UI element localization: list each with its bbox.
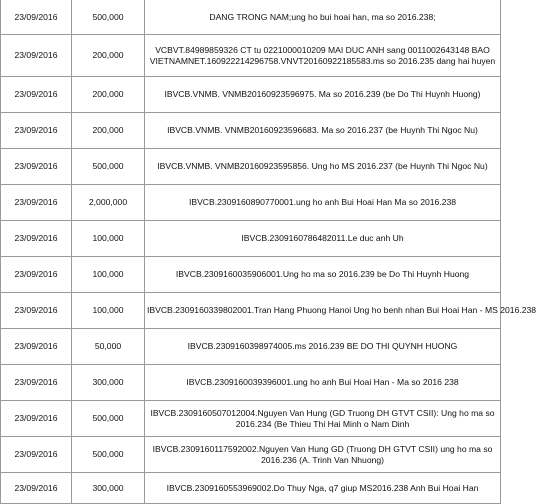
- table-row: [1, 293, 501, 329]
- transaction-amount: 100,000: [72, 221, 145, 257]
- transaction-amount: 200,000: [72, 113, 145, 149]
- table-row: [1, 221, 501, 257]
- transaction-description: IBVCB.2309160786482011.Le duc anh Uh: [145, 221, 501, 257]
- table-row: [1, 329, 501, 365]
- table-row: [1, 401, 501, 437]
- transaction-date: 23/09/2016: [1, 35, 72, 77]
- transaction-description: IBVCB.2309160553969002.Do Thuy Nga, q7 giup MS2016.238 Anh Bui Hoai Han: [145, 473, 501, 504]
- transaction-rows: [1, 0, 536, 504]
- table-row: [1, 113, 501, 149]
- transaction-date: 23/09/2016: [1, 473, 72, 504]
- transaction-amount: 500,000: [72, 437, 145, 473]
- table-row: [1, 35, 501, 77]
- transaction-date: 23/09/2016: [1, 293, 72, 329]
- transaction-amount: 50,000: [72, 329, 145, 365]
- table-row: [1, 365, 501, 401]
- transaction-description: IBVCB.2309160507012004.Nguyen Van Hung (GD Truong DH GTVT CSII): Ung ho ma so 2016.234 (Be Thieu Thi Hai Minh o Nam Dinh: [145, 401, 501, 437]
- table-row: [1, 473, 501, 504]
- transaction-date: 23/09/2016: [1, 185, 72, 221]
- transaction-amount: 500,000: [72, 401, 145, 437]
- table-row: [1, 77, 501, 113]
- transaction-date: 23/09/2016: [1, 113, 72, 149]
- transaction-amount: 2,000,000: [72, 185, 145, 221]
- transaction-description: IBVCB.VNMB. VNMB20160923596683. Ma so 2016.237 (be Huynh Thi Ngoc Nu): [145, 113, 501, 149]
- transaction-amount: 100,000: [72, 293, 145, 329]
- transaction-amount: 500,000: [72, 0, 145, 35]
- transaction-description: IBVCB.VNMB. VNMB20160923595856. Ung ho MS 2016.237 (be Huynh Thi Ngoc Nu): [145, 149, 501, 185]
- transaction-description: IBVCB.2309160398974005.ms 2016.239 BE DO THI QUYNH HUONG: [145, 329, 501, 365]
- table-row: [1, 437, 501, 473]
- transaction-date: 23/09/2016: [1, 437, 72, 473]
- transaction-description: IBVCB.2309160039396001.ung ho anh Bui Hoai Han - Ma so 2016 238: [145, 365, 501, 401]
- transaction-date: 23/09/2016: [1, 257, 72, 293]
- transaction-description: VCBVT.84989859326 CT tu 0221000010209 MAI DUC ANH sang 0011002643148 BAO VIETNAMNET.160922214296758.VNVT20160922185583.ms so 2016.235 dang hai huyen: [145, 35, 501, 77]
- transaction-description: IBVCB.2309160035906001.Ung ho ma so 2016.239 be Do Thi Huynh Huong: [145, 257, 501, 293]
- transaction-description: IBVCB.2309160339802001.Tran Hang Phuong Hanoi Ung ho benh nhan Bui Hoai Han - MS 2016.238: [145, 293, 501, 329]
- transaction-date: 23/09/2016: [1, 365, 72, 401]
- transaction-date: 23/09/2016: [1, 0, 72, 35]
- transaction-description: IBVCB.VNMB. VNMB20160923596975. Ma so 2016.239 (be Do Thi Huynh Huong): [145, 77, 501, 113]
- transaction-date: 23/09/2016: [1, 221, 72, 257]
- transaction-amount: 300,000: [72, 365, 145, 401]
- transaction-description: DANG TRONG NAM;ung ho bui hoai han, ma so 2016.238;: [145, 0, 501, 35]
- transaction-date: 23/09/2016: [1, 401, 72, 437]
- table-row: [1, 257, 501, 293]
- table-row: [1, 185, 501, 221]
- transaction-description: IBVCB.2309160117592002.Nguyen Van Hung GD (Truong DH GTVT CSII) ung ho ma so 2016.236 (A. Trinh Van Nhuong): [145, 437, 501, 473]
- transaction-amount: 200,000: [72, 77, 145, 113]
- transaction-amount: 100,000: [72, 257, 145, 293]
- transaction-amount: 300,000: [72, 473, 145, 504]
- transaction-description: IBVCB.2309160890770001.ung ho anh Bui Hoai Han Ma so 2016.238: [145, 185, 501, 221]
- transaction-amount: 500,000: [72, 149, 145, 185]
- transaction-amount: 200,000: [72, 35, 145, 77]
- table-row: [1, 149, 501, 185]
- transaction-date: 23/09/2016: [1, 77, 72, 113]
- transaction-date: 23/09/2016: [1, 149, 72, 185]
- table-row: [1, 0, 501, 35]
- transaction-date: 23/09/2016: [1, 329, 72, 365]
